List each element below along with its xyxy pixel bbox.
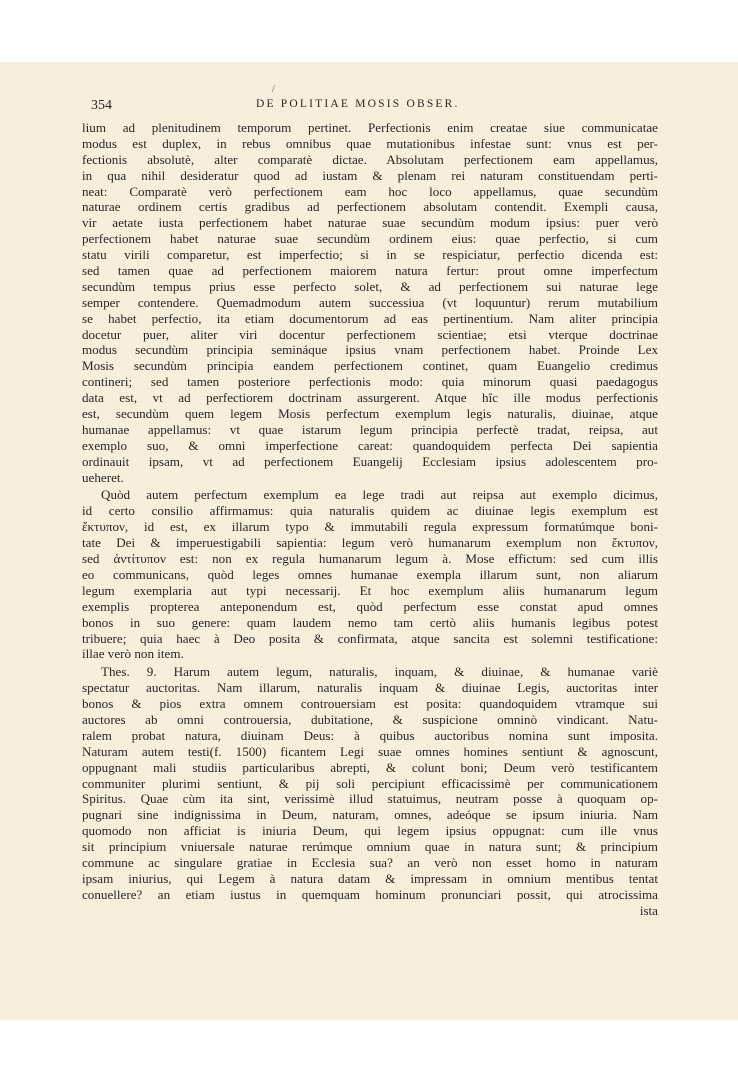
text-line: tate Dei & imperuestigabili sapientia: legum verò humanarum exemplum non ἔκτυπον, [82, 535, 658, 551]
text-line: id certo consilio affirmamus: quia naturalis quidem ac diuinae legis exemplum est [82, 503, 658, 519]
text-line: ἔκτυπον, id est, ex illarum typo & immutabili regula expressum formatúmque boni- [82, 519, 658, 535]
page-mark: / [272, 84, 275, 95]
catchword: ista [639, 902, 658, 918]
text-line: Naturam autem testi(f. 1500) ficantem Legi suae omnes homines sentiunt & agnoscunt, [82, 743, 658, 759]
text-line: legum exemplaria aut typi necessarij. Et hoc exemplum aliis humanarum legum [82, 582, 658, 598]
running-head [91, 98, 655, 118]
text-line: fectionis absolutè, alter comparatè dictae. Absolutam perfectionem eam appellamus, [82, 151, 658, 167]
text-line: neat: Comparatè verò perfectionem eam hoc loco appellamus, quae secundùm [82, 183, 658, 199]
text-line: lium ad plenitudinem temporum pertinet. Perfectionis enim creatae siue communicatae [82, 120, 658, 135]
text-line: exemplo suo, & omni imperfectione careat: quandoquidem perfecta Dei sapientia [82, 437, 658, 453]
text-line: tribuere; quia haec à Deo posita & confirmata, atque sancita est solemni testificatione: [82, 630, 658, 646]
scan-margin-bottom [0, 1020, 738, 1068]
text-line: exemplis propterea anteponendum est, quòd perfectum esse constat apud omnes [82, 598, 658, 614]
text-line: se habet perfectio, ita etiam documentorum ad eas pertinentium. Nam aliter principia [82, 310, 658, 326]
text-line: Spiritus. Quae cùm ita sint, verissimè illud statuimus, neutram posse à quoquam op- [82, 791, 658, 807]
running-title: DE POLITIAE MOSIS OBSER. [256, 98, 460, 110]
text-line: vir aetate iusta perfectionem habet naturae suae secundùm modum ipsius: puer verò [82, 215, 658, 231]
text-line: perfectionem habet naturae suae secundùm ordinem eius: quae perfectio, si cum [82, 231, 658, 247]
text-line: ordinauit ipsam, vt ad perfectionem Euangelij Ecclesiam ipsius adolescentem pro- [82, 453, 658, 469]
text-line: bonos in suo genere: quam laudem nemo tam certò aliis humanis legibus potest [82, 614, 658, 630]
text-line: eo communicans, quòd leges omnes humanae exempla illarum sunt, non aliarum [82, 566, 658, 582]
text-line: statu virili comparetur, est imperfectio; si in se respiciatur, perfectio dicenda est: [82, 247, 658, 263]
text-line: pugnari sine indignissima in Deum, naturam, omnes, adeóque se ipsum iniuria. Nam [82, 807, 658, 823]
text-line: ueheret. [82, 469, 124, 485]
text-line: conuellere? an etiam iustus in quemquam hominum pronunciari possit, qui atrocissima [82, 886, 658, 902]
text-line: contineri; sed tamen posteriore perfectionis modo: quia minorum quasi paedagogus [82, 374, 658, 390]
text-line: oppugnant mali studiis particularibus abrepti, & colunt boni; Deum verò testificantem [82, 759, 658, 775]
text-line: secundùm tempus prius esse perfecto solet, & ad perfectionem sui naturae lege [82, 278, 658, 294]
paragraph-3 [82, 664, 658, 902]
body-text [82, 120, 658, 919]
text-line: spectatur auctoritas. Nam illarum, naturalis inquam & diuinae Legis, auctoritas inter [82, 680, 658, 696]
scan-margin-top [0, 0, 738, 62]
text-line: semper contendere. Quemadmodum autem successiua (vt loquuntur) rerum mutabilium [82, 294, 658, 310]
text-line: ipsam iniurius, qui Legem à natura datam & impressam in omnium mentibus tentat [82, 870, 658, 886]
text-line: est, secundùm quem legem Mosis perfectum exemplum legis naturalis, diuinae, atque [82, 406, 658, 422]
paragraph-1 [82, 120, 658, 485]
text-line: Mosis secundùm principia eandem perfectionem continet, quam Euangelio credimus [82, 358, 658, 374]
text-line: auctores ab omni controuersia, dubitatione, & suspicione omninò vindicant. Natu- [82, 711, 658, 727]
text-line: data est, vt ad perfectiorem doctrinam assurgerent. Atque hîc ille modus perfectionis [82, 390, 658, 406]
text-line: sed tamen quae ad perfectionem maiorem natura fertur: prout omne imperfectum [82, 263, 658, 279]
text-line: docetur puer, aliter viri docentur perfectionem scientiae; etsi vterque doctrinae [82, 326, 658, 342]
text-line: commune ac singulare gratiae in Ecclesia sua? an verò non esset homo in naturam [82, 854, 658, 870]
page-number: 354 [91, 98, 112, 113]
text-line: in qua nihil desideratur quod ad iustam & plenam rei naturam constituendam perti- [82, 167, 658, 183]
text-line: quomodo non afficiat is iniuria Deum, qui legem ipsius oppugnat: cum ille vnus [82, 823, 658, 839]
text-line: modus est duplex, in rebus omnibus quae mutationibus infestae sunt: vnus est per- [82, 135, 658, 151]
text-line: communiter plurimi sentiunt, & pij soli percipiunt efficacissimè per communicationem [82, 775, 658, 791]
text-line: illae verò non item. [82, 646, 184, 662]
text-line: bonos & pios extra omnem controuersiam est posita: quandoquidem vtramque sui [82, 696, 658, 712]
text-line: Quòd autem perfectum exemplum ea lege tradi aut reipsa aut exemplo dicimus, [101, 487, 658, 503]
text-line: Thes. 9. Harum autem legum, naturalis, inquam, & diuinae, & humanae variè [101, 664, 658, 680]
paragraph-2 [82, 487, 658, 662]
text-line: ralem probat natura, diuinam Deus: à quibus auctoribus nomina sunt imposita. [82, 727, 658, 743]
text-line: modus secundùm principia semináque ipsius vnam perfectionem habet. Proinde Lex [82, 342, 658, 358]
text-line: naturae ordinem certis gradibus ad perfectionem absolutam contendit. Exempli causa, [82, 199, 658, 215]
text-line: humanae appellamus: vt quae istarum legum principia perfectè tradat, reipsa, aut [82, 421, 658, 437]
text-line: sed ἀντίτυπον est: non ex regula humanarum legum à. Mose effictum: sed cum illis [82, 551, 658, 567]
text-line: sit principium vniuersale naturae rerúmque omnium quae in natura sunt; & principium [82, 839, 658, 855]
